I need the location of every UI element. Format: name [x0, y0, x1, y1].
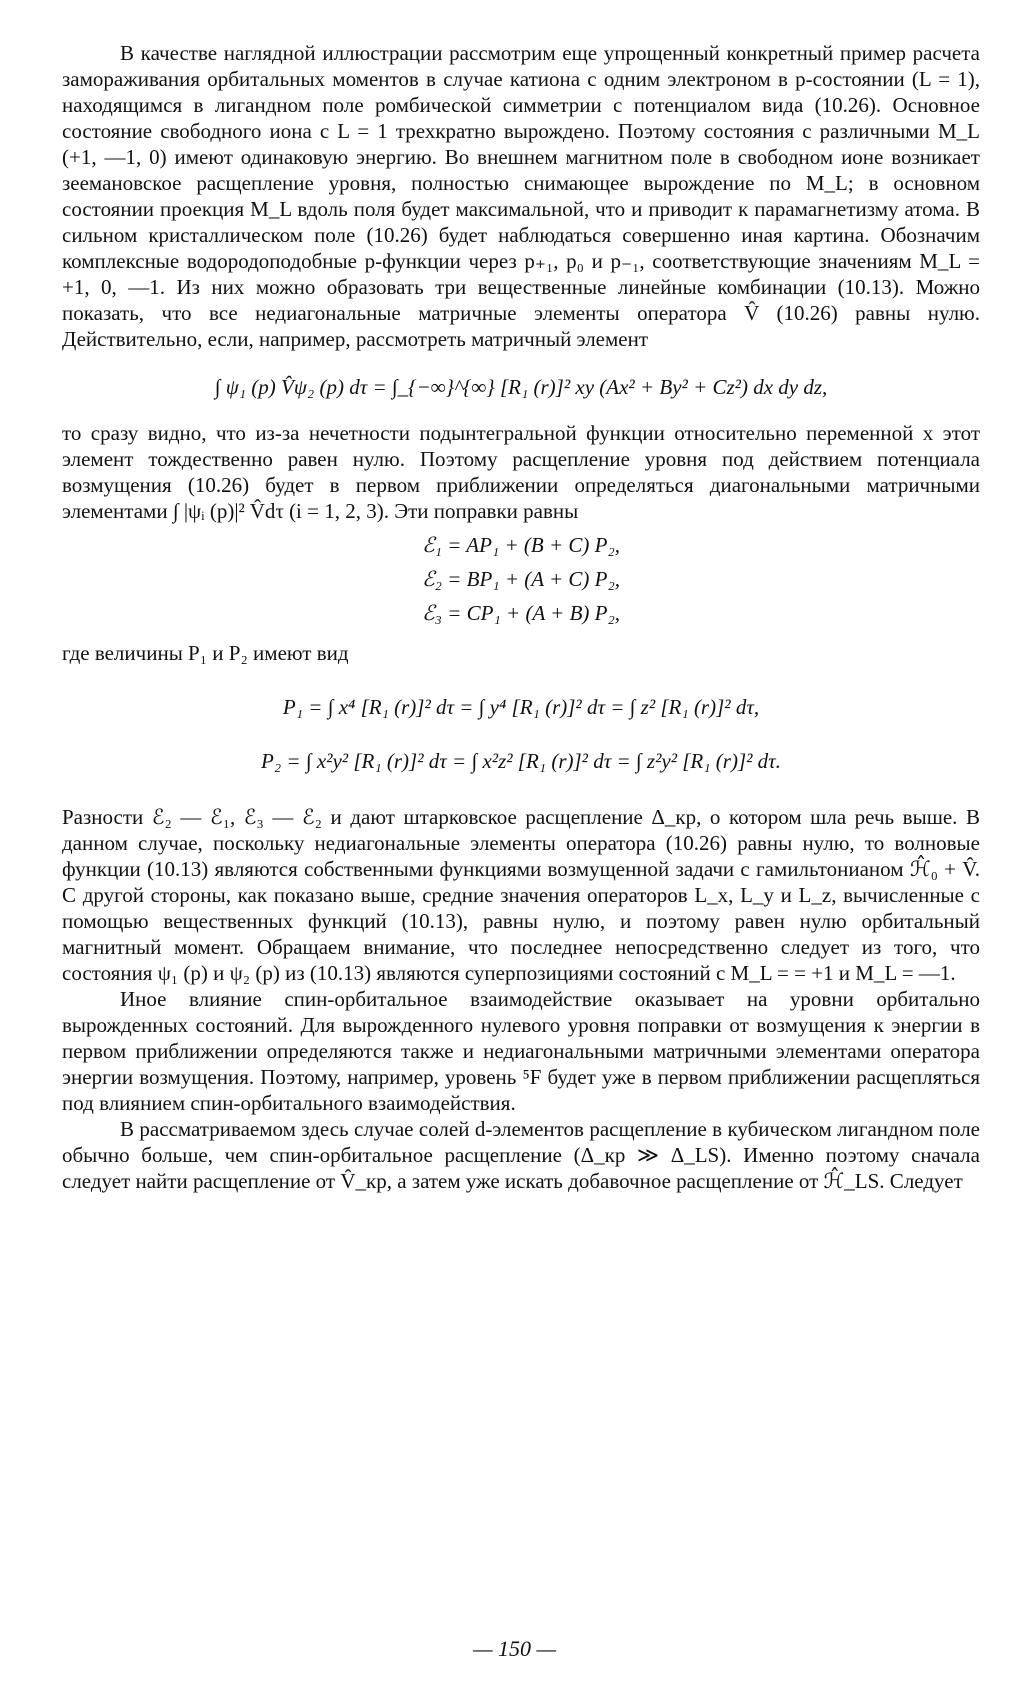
- equation-e3: ℰ₃ = CP₁ + (A + B) P₂,: [421, 601, 621, 625]
- paragraph-4: Разности ℰ₂ — ℰ₁, ℰ₃ — ℰ₂ и дают штарковское расщепление Δ_кр, о котором шла речь выше. В данном случае, поскольку недиагональные элементы оператора (10.26) равны нулю, то волновые функции (10.13) являются собственными функциями возмущенной задачи с гамильтонианом ℋ̂₀ + V̂. С другой стороны, как показано выше, средние значения операторов L_x, L_y и L_z, вычисленные с помощью вещественных функций (10.13), равны нулю, и поэтому равен нулю орбитальный магнитный момент. Обращаем внимание, что последнее непосредственно следует из того, что состояния ψ₁ (p) и ψ₂ (p) из (10.13) являются суперпозициями состояний с M_L = = +1 и M_L = —1.: [62, 805, 980, 985]
- equation-p2: P₂ = ∫ x²y² [R₁ (r)]² dτ = ∫ x²z² [R₁ (r)]² dτ = ∫ z²y² [R₁ (r)]² dτ.: [261, 749, 781, 773]
- paragraph-1: В качестве наглядной иллюстрации рассмотрим еще упрощенный конкретный пример расчета замораживания орбитальных моментов в случае катиона с одним электроном в p-состоянии (L = 1), находящимся в лигандном поле ромбической симметрии с потенциалом вида (10.26). Основное состояние свободного иона с L = 1 трехкратно вырождено. Поэтому состояния с различными M_L (+1, —1, 0) имеют одинаковую энергию. Во внешнем магнитном поле в свободном ионе возникает зеемановское расщепление уровня, полностью снимающее вырождение по M_L; в основном состоянии проекция M_L вдоль поля будет максимальной, что и приводит к парамагнетизму атома. В сильном кристаллическом поле (10.26) будет наблюдаться совершенно иная картина. Обозначим комплексные водородоподобные p-функции через p₊₁, p₀ и p₋₁, соответствующие значениям M_L = +1, 0, —1. Из них можно образовать три вещественные линейные комбинации (10.13). Можно показать, что все недиагональные матричные элементы оператора V̂ (10.26) равны нулю. Действительно, если, например, рассмотреть матричный элемент: [62, 41, 980, 351]
- page-number: — 150 —: [472, 1636, 557, 1661]
- equation-energy-corrections: [62, 528, 980, 630]
- equation-p-definitions: [62, 680, 980, 788]
- paragraph-6: В рассматриваемом здесь случае солей d-элементов расщепление в кубическом лигандном поле обычно больше, чем спин-орбитальное расщепление (Δ_кр ≫ Δ_LS). Именно поэтому сначала следует найти расщепление от V̂_кр, а затем уже искать добавочное расщепление от ℋ̂_LS. Следует: [62, 1117, 980, 1193]
- equation-p1: P₁ = ∫ x⁴ [R₁ (r)]² dτ = ∫ y⁴ [R₁ (r)]² dτ = ∫ z² [R₁ (r)]² dτ,: [282, 695, 760, 719]
- paragraph-2: то сразу видно, что из-за нечетности подынтегральной функции относительно переменной x этот элемент тождественно равен нулю. Поэтому расщепление уровня под действием потенциала возмущения (10.26) будет в первом приближении определяться диагональными матричными элементами ∫ |ψᵢ (p)|² V̂dτ (i = 1, 2, 3). Эти поправки равны: [62, 421, 980, 523]
- equation-e2: ℰ₂ = BP₁ + (A + C) P₂,: [421, 567, 621, 591]
- paragraph-5: Иное влияние спин-орбитальное взаимодействие оказывает на уровни орбитально вырожденных состояний. Для вырожденного нулевого уровня поправки от возмущения к энергии в первом приближении определяются также и недиагональными матричными элементами оператора энергии возмущения. Поэтому, например, уровень ⁵F будет уже в первом приближении расщепляться под влиянием спин-орбитального взаимодействия.: [62, 987, 980, 1115]
- equation-matrix-element: ∫ ψ₁ (p) V̂ψ₂ (p) dτ = ∫_{−∞}^{∞} [R₁ (r)]² xy (Ax² + By² + Cz²) dx dy dz,: [214, 375, 828, 399]
- paragraph-3: где величины P₁ и P₂ имеют вид: [62, 641, 349, 665]
- equation-e1: ℰ₁ = AP₁ + (B + C) P₂,: [421, 533, 621, 557]
- document-page: [62, 40, 980, 1194]
